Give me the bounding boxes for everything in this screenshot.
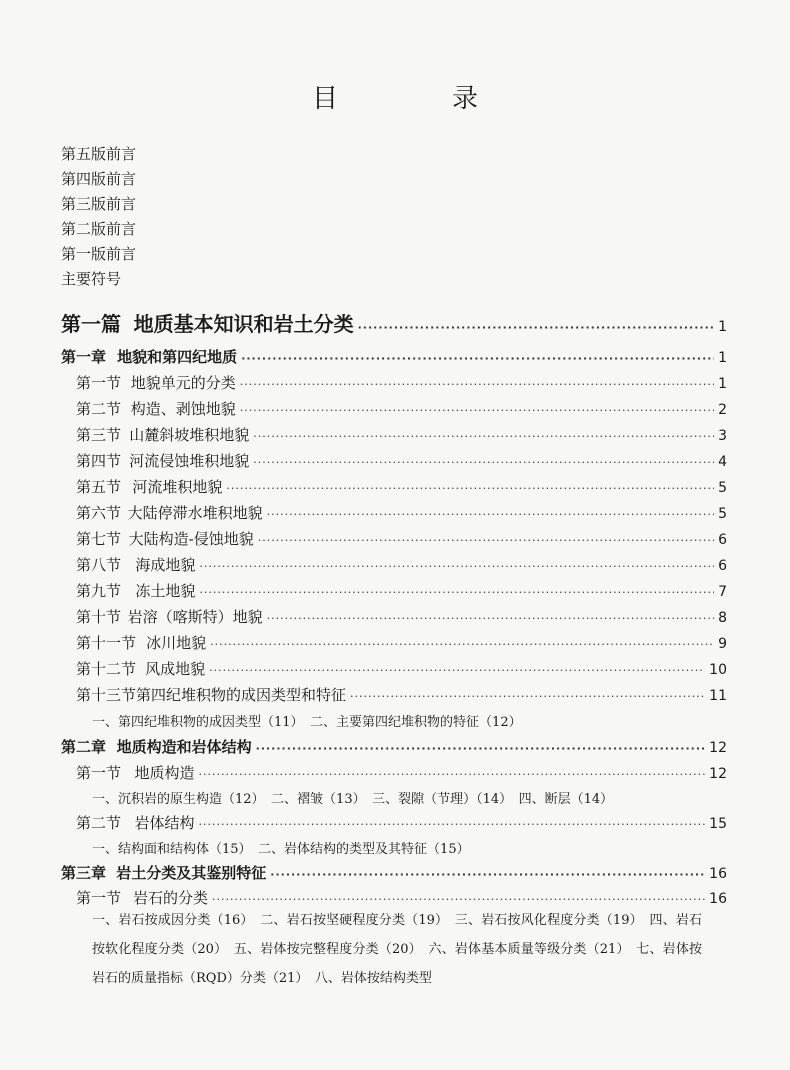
chapter-title: 岩土分类及其鉴别特征 [116, 864, 267, 882]
section-number: 第一节 [76, 374, 122, 392]
page-number: 12 [709, 766, 727, 782]
toc-section[interactable] [76, 476, 727, 497]
section-title: 山麓斜坡堆积地貌 [129, 426, 250, 444]
section-number: 第二节 [76, 814, 122, 832]
front-matter-item[interactable]: 第二版前言 [61, 220, 137, 238]
toc-section[interactable] [76, 762, 727, 783]
toc-section[interactable] [76, 684, 727, 705]
toc-subsections: 一、沉积岩的原生构造（12） 二、褶皱（13） 三、裂隙（节理）（14） 四、断层（14） [92, 792, 614, 807]
section-title: 岩石的分类 [132, 889, 208, 907]
page-number: 10 [709, 662, 727, 678]
section-number: 第五节 [76, 478, 122, 496]
section-title: 河流侵蚀堆积地貌 [129, 452, 250, 470]
section-number: 第七节 [76, 530, 122, 548]
front-matter-item[interactable]: 第五版前言 [61, 145, 137, 163]
section-number: 第九节 [76, 582, 122, 600]
section-number: 第六节 [76, 504, 122, 522]
section-number: 第八节 [76, 556, 122, 574]
leader-dots [350, 690, 705, 703]
toc-subsections: 一、结构面和结构体（15） 二、岩体结构的类型及其特征（15） [92, 842, 470, 857]
leader-dots [241, 352, 714, 365]
leader-dots [210, 638, 714, 651]
toc-section[interactable] [76, 606, 727, 627]
toc-section[interactable] [76, 812, 727, 833]
section-title: 风成地貌 [145, 660, 206, 678]
page-number: 11 [709, 688, 727, 704]
chapter-title: 地质构造和岩体结构 [116, 738, 252, 756]
page-number: 1 [718, 376, 727, 392]
section-number: 第一节 [76, 889, 122, 907]
toc-section[interactable] [76, 580, 727, 601]
section-title: 第四纪堆积物的成因类型和特征 [136, 686, 347, 704]
section-title: 地貌单元的分类 [130, 374, 236, 392]
toc-section[interactable] [76, 658, 727, 679]
toc-section[interactable] [76, 450, 727, 471]
toc-section[interactable] [76, 502, 727, 523]
page-number: 4 [718, 454, 727, 470]
toc-section[interactable] [76, 887, 727, 908]
page-number: 8 [718, 610, 727, 626]
section-number: 第三节 [76, 426, 122, 444]
page-number: 6 [718, 532, 727, 548]
leader-dots [267, 612, 714, 625]
chapter-number: 第二章 [61, 738, 107, 756]
toc-section[interactable] [76, 398, 727, 419]
section-number: 第十一节 [76, 634, 137, 652]
leader-dots [253, 456, 714, 469]
front-matter-item[interactable]: 主要符号 [61, 270, 122, 288]
leader-dots [199, 768, 706, 781]
leader-dots [270, 868, 705, 881]
toc-section[interactable] [76, 372, 727, 393]
section-title: 大陆停滞水堆积地貌 [127, 504, 263, 522]
page-number: 3 [718, 428, 727, 444]
toc-part-1[interactable] [61, 308, 727, 337]
page-number: 7 [718, 584, 727, 600]
front-matter-list [61, 142, 136, 292]
section-number: 第一节 [76, 764, 122, 782]
page-number: 16 [709, 866, 727, 882]
leader-dots [240, 404, 714, 417]
section-title: 岩体结构 [134, 814, 195, 832]
leader-dots [258, 534, 714, 547]
toc-section[interactable] [76, 528, 727, 549]
leader-dots [358, 321, 714, 334]
page-number: 1 [718, 319, 727, 335]
leader-dots [226, 482, 714, 495]
page-number: 5 [718, 506, 727, 522]
section-title: 冰川地貌 [146, 634, 207, 652]
section-title: 海成地貌 [135, 556, 196, 574]
leader-dots [199, 560, 714, 573]
toc-section[interactable] [76, 632, 727, 653]
leader-dots [240, 378, 714, 391]
front-matter-item[interactable]: 第四版前言 [61, 170, 137, 188]
front-matter-item[interactable]: 第一版前言 [61, 245, 137, 263]
page-number: 12 [709, 740, 727, 756]
section-title: 构造、剥蚀地貌 [130, 400, 236, 418]
part-title: 地质基本知识和岩土分类 [133, 312, 354, 336]
leader-dots [212, 893, 705, 906]
section-number: 第十节 [76, 608, 122, 626]
section-title: 岩溶（喀斯特）地貌 [127, 608, 263, 626]
section-title: 冻土地貌 [135, 582, 196, 600]
toc-section[interactable] [76, 554, 727, 575]
toc-chapter-3[interactable] [61, 862, 727, 883]
front-matter-item[interactable]: 第三版前言 [61, 195, 137, 213]
toc-chapter-2[interactable] [61, 736, 727, 757]
section-title: 地质构造 [134, 764, 195, 782]
section-number: 第二节 [76, 400, 122, 418]
page-number: 9 [718, 636, 727, 652]
leader-dots [209, 664, 705, 677]
toc-section[interactable] [76, 424, 727, 445]
chapter-number: 第三章 [61, 864, 107, 882]
page-number: 15 [709, 816, 727, 832]
section-title: 河流堆积地貌 [132, 478, 223, 496]
page-number: 1 [718, 350, 727, 366]
page-number: 16 [709, 891, 727, 907]
part-number: 第一篇 [61, 312, 121, 336]
toc-subsections: 一、第四纪堆积物的成因类型（11） 二、主要第四纪堆积物的特征（12） [92, 715, 522, 730]
page-title: 目 录 [311, 84, 522, 114]
page-number: 5 [718, 480, 727, 496]
section-number: 第四节 [76, 452, 122, 470]
section-number: 第十三节 [76, 686, 137, 704]
leader-dots [267, 508, 714, 521]
chapter-title: 地貌和第四纪地质 [117, 348, 238, 366]
chapter-number: 第一章 [61, 348, 107, 366]
leader-dots [199, 818, 706, 831]
leader-dots [199, 586, 714, 599]
toc-chapter-1[interactable] [61, 346, 727, 367]
leader-dots [253, 430, 714, 443]
section-title: 大陆构造-侵蚀地貌 [128, 530, 254, 548]
page-number: 6 [718, 558, 727, 574]
page-number: 2 [718, 402, 727, 418]
section-number: 第十二节 [76, 660, 137, 678]
toc-subsections-paragraph: 一、岩石按成因分类（16） 二、岩石按坚硬程度分类（19） 三、岩石按风化程度分类（19） 四、岩石按软化程度分类（20） 五、岩体按完整程度分类（20） 六、岩体基本质量等级分类（21） 七、岩体按岩石的质量指标（RQD）分类（21） 八、岩体按结构类型 [92, 913, 702, 986]
leader-dots [256, 742, 706, 755]
